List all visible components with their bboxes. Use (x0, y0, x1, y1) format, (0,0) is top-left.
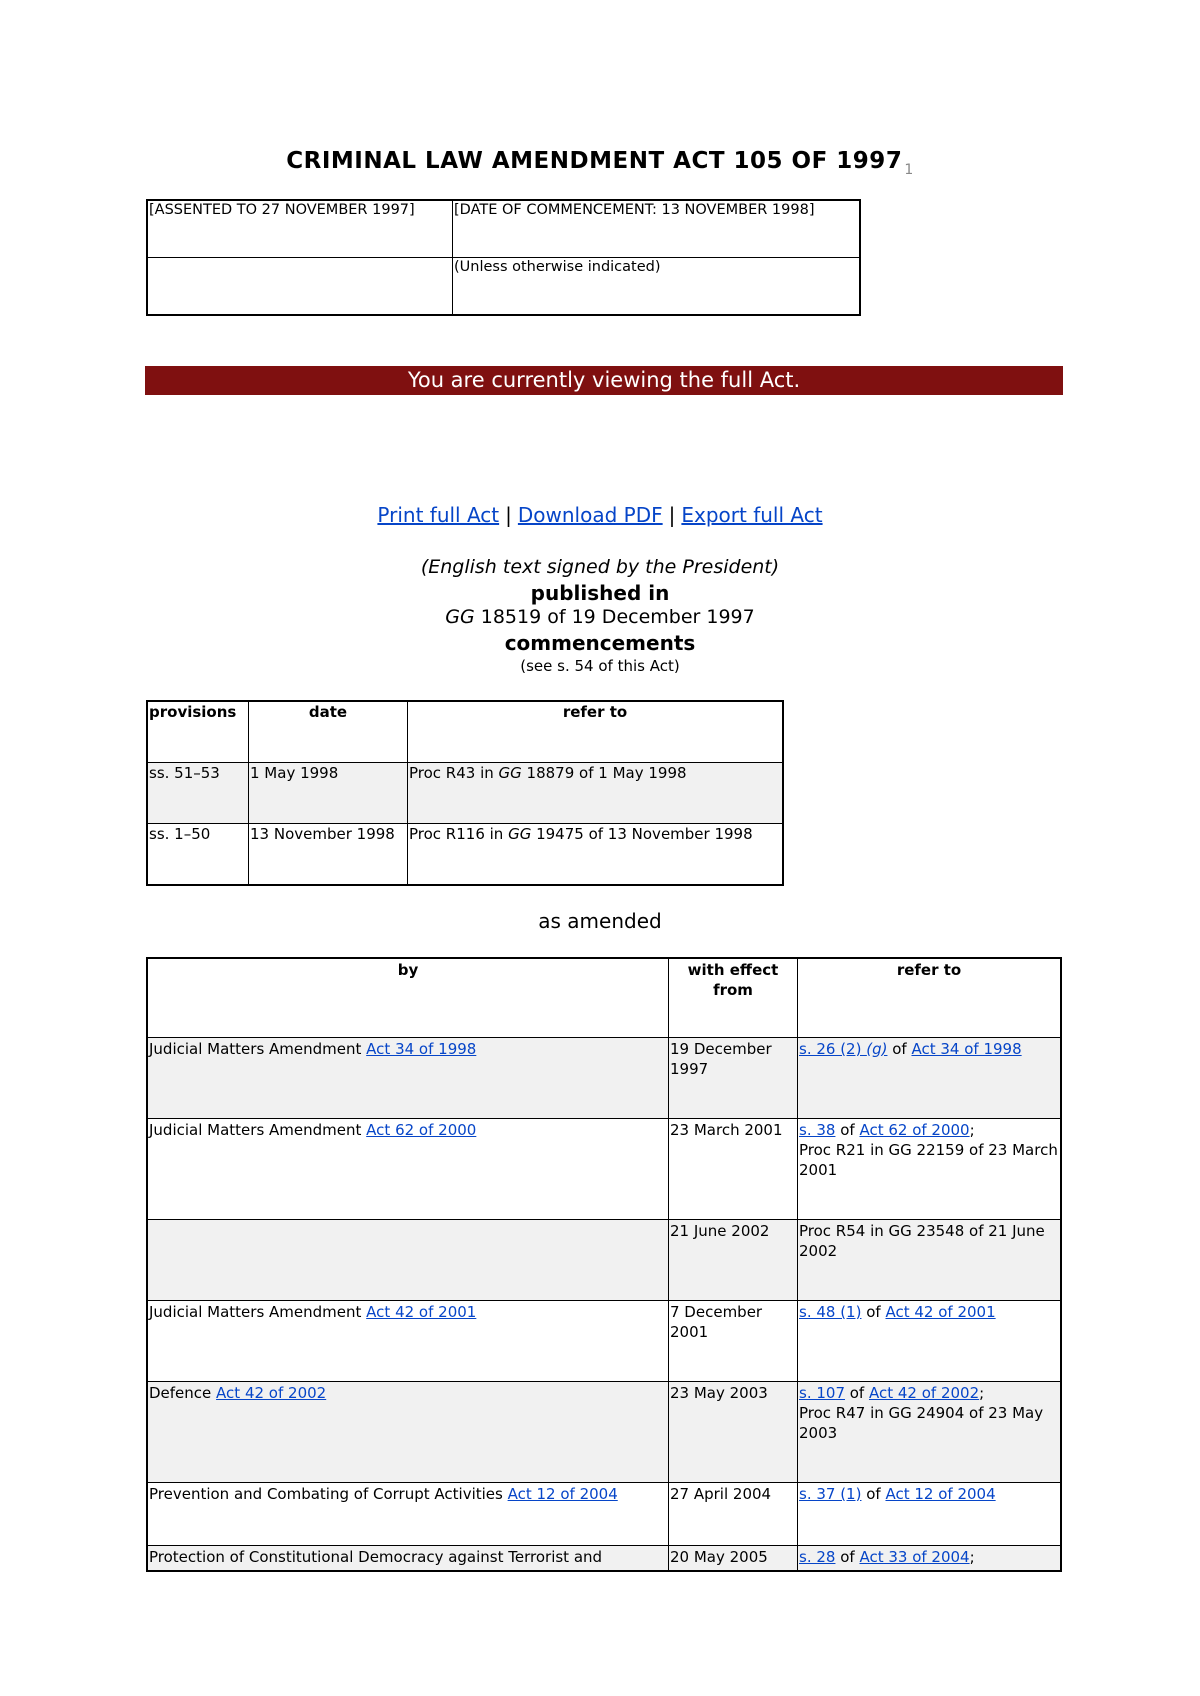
act-link[interactable]: Act 12 of 2004 (885, 1485, 996, 1503)
table-row (147, 824, 783, 886)
by-text: Defence (149, 1384, 217, 1402)
act-link[interactable]: Act 62 of 2000 (859, 1121, 970, 1139)
act-link[interactable]: Act 42 of 2001 (885, 1303, 996, 1321)
section-link-text: s. 38 (799, 1121, 836, 1139)
date-cell: 13 November 1998 (249, 824, 408, 886)
commencements-table (146, 700, 784, 886)
section-link-text: s. 26 (2) (799, 1040, 867, 1058)
print-full-act-link[interactable]: Print full Act (377, 503, 500, 527)
qualifier-cell: (Unless otherwise indicated) (453, 258, 861, 316)
proclamation-ref: Proc R47 in GG 24904 of 23 May 2003 (799, 1404, 1044, 1442)
refer-cell (798, 1220, 1062, 1301)
section-link[interactable] (799, 1040, 887, 1058)
act-link[interactable]: Act 42 of 2002 (868, 1384, 980, 1402)
title-text: CRIMINAL LAW AMENDMENT ACT 105 OF 1997 (286, 148, 903, 174)
by-text: Judicial Matters Amendment (149, 1121, 367, 1139)
header-by: by (147, 958, 669, 1038)
table-row (147, 1483, 1061, 1546)
section-link-text: s. 28 (799, 1548, 836, 1566)
separator: | (505, 503, 512, 527)
header-date: date (249, 701, 408, 763)
provisions-cell: ss. 51–53 (147, 763, 249, 824)
date-cell: 1 May 1998 (249, 763, 408, 824)
amending-act-link[interactable]: Act 62 of 2000 (366, 1121, 477, 1139)
amending-act-link[interactable]: Act 34 of 1998 (366, 1040, 477, 1058)
ref-tail: ; (969, 1121, 975, 1139)
gazette-details: 18519 of 19 December 1997 (474, 606, 755, 628)
page-title (0, 148, 1200, 178)
header-provisions: provisions (147, 701, 249, 763)
table-row (147, 1546, 1061, 1572)
refer-cell (798, 1382, 1062, 1483)
ref-text: 19475 of 13 November 1998 (531, 825, 753, 843)
table-row (147, 1119, 1061, 1220)
full-act-banner: You are currently viewing the full Act. (145, 366, 1063, 395)
amendments-body (147, 1038, 1061, 1572)
effect-date-cell: 21 June 2002 (669, 1220, 798, 1301)
proclamation-ref: Proc R54 in GG 23548 of 21 June 2002 (799, 1222, 1045, 1260)
header-refer-to: refer to (798, 958, 1062, 1038)
assented-cell: [ASSENTED TO 27 NOVEMBER 1997] (147, 200, 453, 258)
amending-act-link[interactable]: Act 42 of 2001 (366, 1303, 477, 1321)
section-link[interactable] (799, 1303, 861, 1321)
section-link-text: s. 48 (1) (799, 1303, 862, 1321)
header-with-effect-from: with effect from (669, 958, 798, 1038)
act-link[interactable]: Act 34 of 1998 (911, 1040, 1022, 1058)
section-link-text: s. 107 (799, 1384, 845, 1402)
action-links (0, 503, 1200, 527)
refer-cell (408, 763, 784, 824)
by-cell (147, 1546, 669, 1572)
ref-of: of (835, 1121, 860, 1139)
refer-cell (798, 1546, 1062, 1572)
ref-tail: ; (969, 1548, 975, 1566)
table-row (147, 1382, 1061, 1483)
effect-date-cell: 23 May 2003 (669, 1382, 798, 1483)
amendments-table (146, 957, 1062, 1572)
by-text: Protection of Constitutional Democracy against Terrorist and (149, 1548, 603, 1566)
download-pdf-link[interactable]: Download PDF (517, 503, 663, 527)
effect-date-cell: 27 April 2004 (669, 1483, 798, 1546)
ref-of: of (844, 1384, 869, 1402)
by-cell (147, 1220, 669, 1301)
ref-tail: ; (979, 1384, 985, 1402)
see-note: (see s. 54 of this Act) (520, 657, 680, 675)
refer-cell (408, 824, 784, 886)
table-row (147, 1301, 1061, 1382)
ref-text: Proc R43 in (409, 764, 499, 782)
ref-of: of (835, 1548, 860, 1566)
table-row (147, 1220, 1061, 1301)
ref-of: of (887, 1040, 912, 1058)
separator: | (668, 503, 676, 527)
provisions-cell: ss. 1–50 (147, 824, 249, 886)
export-full-act-link[interactable]: Export full Act (681, 503, 823, 527)
header-refer-to: refer to (408, 701, 784, 763)
amending-act-link[interactable]: Act 12 of 2004 (507, 1485, 618, 1503)
effect-date-cell: 23 March 2001 (669, 1119, 798, 1220)
signed-note: (English text signed by the President) (420, 556, 780, 578)
by-text: Judicial Matters Amendment (149, 1303, 367, 1321)
amending-act-link[interactable]: Act 42 of 2002 (216, 1384, 327, 1402)
table-row (147, 763, 783, 824)
refer-cell (798, 1119, 1062, 1220)
ref-of: of (861, 1303, 886, 1321)
title-footnote-marker[interactable]: 1 (904, 162, 914, 178)
section-link[interactable] (799, 1121, 835, 1139)
refer-cell (798, 1038, 1062, 1119)
section-link[interactable] (799, 1548, 835, 1566)
gazette-prefix: GG (445, 606, 475, 628)
by-text: Judicial Matters Amendment (149, 1040, 367, 1058)
section-link-para: (g) (866, 1040, 888, 1058)
as-amended-label: as amended (538, 909, 662, 933)
by-cell (147, 1382, 669, 1483)
empty-cell (147, 258, 453, 316)
ref-text: Proc R116 in (409, 825, 509, 843)
ref-gg: GG (508, 825, 532, 843)
assent-table (146, 199, 861, 316)
effect-date-cell: 19 December 1997 (669, 1038, 798, 1119)
refer-cell (798, 1483, 1062, 1546)
act-link[interactable]: Act 33 of 2004 (859, 1548, 970, 1566)
by-cell (147, 1483, 669, 1546)
section-link[interactable] (799, 1384, 845, 1402)
by-cell (147, 1301, 669, 1382)
ref-text: 18879 of 1 May 1998 (521, 764, 687, 782)
published-label: published in (530, 581, 670, 605)
ref-gg: GG (498, 764, 522, 782)
proclamation-ref: Proc R21 in GG 22159 of 23 March 2001 (799, 1141, 1058, 1179)
by-text: Prevention and Combating of Corrupt Activities (149, 1485, 508, 1503)
refer-cell (798, 1301, 1062, 1382)
gazette-line (0, 606, 1200, 628)
effect-date-cell: 7 December 2001 (669, 1301, 798, 1382)
section-link-text: s. 37 (1) (799, 1485, 862, 1503)
by-cell (147, 1119, 669, 1220)
table-row (147, 1038, 1061, 1119)
ref-of: of (861, 1485, 886, 1503)
effect-date-cell: 20 May 2005 (669, 1546, 798, 1572)
commencement-cell: [DATE OF COMMENCEMENT: 13 NOVEMBER 1998] (453, 200, 861, 258)
by-cell (147, 1038, 669, 1119)
commencements-label: commencements (504, 631, 696, 655)
section-link[interactable] (799, 1485, 861, 1503)
